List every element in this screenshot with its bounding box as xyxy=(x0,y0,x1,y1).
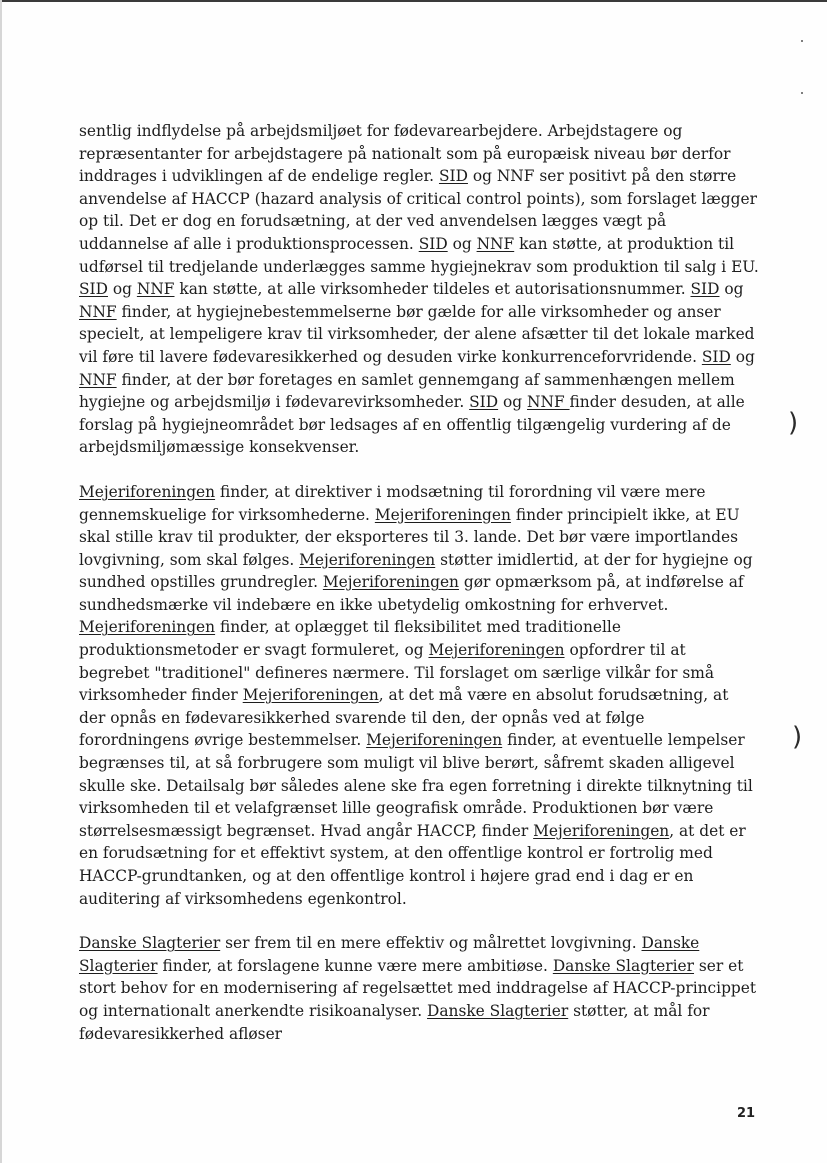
text-run: støtter imidlertid, at der for hygiejne og sundhed opstilles grundregler. xyxy=(79,550,753,592)
text-run: finder, at der bør foretages en samlet gennemgang af sammenhængen mellem hygiejne og arbejdsmiljø i fødevarevirksomheder. xyxy=(79,370,735,412)
text-run: og xyxy=(498,393,528,412)
underlined-organization-name: NNF xyxy=(527,393,570,412)
underlined-organization-name: NNF xyxy=(136,280,175,299)
text-run: , at det er en forudsætning for et effektivt system, at den offentlige kontrol er fortrolig med HACCP-grundtanken, og at den offentlige kontrol i højere grad end i dag er en auditering af virksomhedens egenkontrol. xyxy=(79,821,746,908)
scan-top-edge xyxy=(0,0,827,2)
text-run: finder principielt ikke, at EU skal stille krav til produkter, der eksporteres til 3. lande. Det bør være importlandes lovgivning, som skal følges. xyxy=(79,505,740,569)
underlined-organization-name: Danske Slagterier xyxy=(552,956,695,975)
underlined-organization-name: SID xyxy=(418,234,448,253)
body-text xyxy=(79,120,759,1045)
text-run: kan støtte, at alle virksomheder tildeles et autorisationsnummer. xyxy=(174,280,691,299)
text-run: og xyxy=(719,280,744,299)
margin-bracket-mark: ) xyxy=(792,722,803,752)
text-run: og NNF ser positivt på den større anvendelse af HACCP (hazard analysis of critical control points), som forslaget lægger op til. Det er dog en forudsætning, at der ved anvendelsen lægges vægt på uddannelse af alle i produktionsprocessen. xyxy=(79,167,757,253)
underlined-organization-name: SID xyxy=(79,280,108,299)
underlined-organization-name: Danske Slagterier xyxy=(79,934,700,975)
underlined-organization-name: Mejeriforeningen xyxy=(79,482,216,501)
underlined-organization-name: Mejeriforeningen xyxy=(374,505,511,524)
text-run: opfordrer til at begrebet "traditionel" defineres nærmere. Til forslaget om særlige vilkår for små virksomheder finder xyxy=(79,641,715,705)
scan-left-edge xyxy=(0,0,2,1163)
text-run: gør opmærksom på, at indførelse af sundhedsmærke vil indebære en ikke ubetydelig omkostning for erhvervet. xyxy=(79,573,744,614)
text-run: finder, at hygiejnebestemmelserne bør gælde for alle virksomheder og anser specielt, at lempeligere krav til virksomheder, der alene afsætter til det lokale marked vil føre til lavere fødevaresikkerhed og desuden virke konkurrenceforvridende. xyxy=(79,302,755,366)
text-run: finder, at eventuelle lempelser begrænses til, at så forbrugere som muligt vil blive berørt, såfremt skaden alligevel skulle ske. Detailsalg bør således alene ske fra egen forretning i direkte tilknytning til virksomheden til et velafgrænset lille geografisk område. Produktionen bør være størrelsesmæssigt begrænset. Hvad angår HACCP, finder xyxy=(79,731,753,840)
text-run: finder desuden, at alle forslag på hygiejneområdet bør ledsages af en offentlig tilgængelig vurdering af de arbejdsmiljømæssige konsekvenser. xyxy=(79,393,745,457)
text-run: ser frem til en mere effektiv og målrettet lovgivning. xyxy=(220,934,642,953)
paragraph-danske-slagterier xyxy=(79,932,759,1045)
paragraph-mejeriforeningen xyxy=(79,481,759,910)
underlined-organization-name: Mejeriforeningen xyxy=(428,641,565,660)
underlined-organization-name: SID xyxy=(469,393,499,412)
underlined-organization-name: Mejeriforeningen xyxy=(79,618,216,637)
text-run: kan støtte, at produktion til udførsel til tredjelande underlægges samme hygiejnekrav som produktion til salg i EU. xyxy=(79,234,759,276)
text-run: sentlig indflydelse på arbejdsmiljøet for fødevarearbejdere. Arbejdstagere og repræsentanter for arbejdstagere på nationalt som på europæisk niveau bør derfor inddrages i udviklingen af de endelige regler. xyxy=(79,122,731,186)
text-run: finder, at direktiver i modsætning til forordning vil være mere gennemskuelige for virksomhederne. xyxy=(79,482,706,524)
underlined-organization-name: Danske Slagterier xyxy=(79,934,221,953)
underlined-organization-name: SID xyxy=(701,347,731,366)
underlined-organization-name: Mejeriforeningen xyxy=(299,550,436,569)
scan-speck xyxy=(801,92,803,94)
underlined-organization-name: Danske Slagterier xyxy=(427,1001,569,1020)
underlined-organization-name: SID xyxy=(438,167,468,186)
underlined-organization-name: Mejeriforeningen xyxy=(533,821,670,840)
underlined-organization-name: NNF xyxy=(476,234,515,253)
underlined-organization-name: Mejeriforeningen xyxy=(366,731,503,750)
underlined-organization-name: Mejeriforeningen xyxy=(322,573,459,592)
underlined-organization-name: Mejeriforeningen xyxy=(242,686,379,705)
text-run: og xyxy=(107,280,137,299)
text-run: finder, at oplægget til fleksibilitet med traditionelle produktionsmetoder er svagt formuleret, og xyxy=(79,618,621,660)
text-run: støtter, at mål for fødevaresikkerhed afløser xyxy=(79,1001,710,1043)
page-number: 21 xyxy=(737,1106,756,1121)
text-run: ser et stort behov for en modernisering af regelsættet med inddragelse af HACCP-princippet og internationalt anerkendte risikoanalyser. xyxy=(79,956,757,1020)
underlined-organization-name: SID xyxy=(690,280,720,299)
underlined-organization-name: NNF xyxy=(79,370,117,389)
underlined-organization-name: NNF xyxy=(79,302,117,321)
scan-speck xyxy=(801,40,803,42)
text-run: , at det må være en absolut forudsætning, at der opnås en fødevaresikkerhed svarende til den, der opnås ved at følge forordningens øvrige bestemmelser. xyxy=(79,686,729,750)
text-run: og xyxy=(730,347,755,366)
text-run: finder, at forslagene kunne være mere ambitiøse. xyxy=(157,956,553,975)
margin-bracket-mark: ) xyxy=(788,408,799,438)
paragraph-sid-nnf xyxy=(79,120,759,459)
text-run: og xyxy=(447,234,477,253)
